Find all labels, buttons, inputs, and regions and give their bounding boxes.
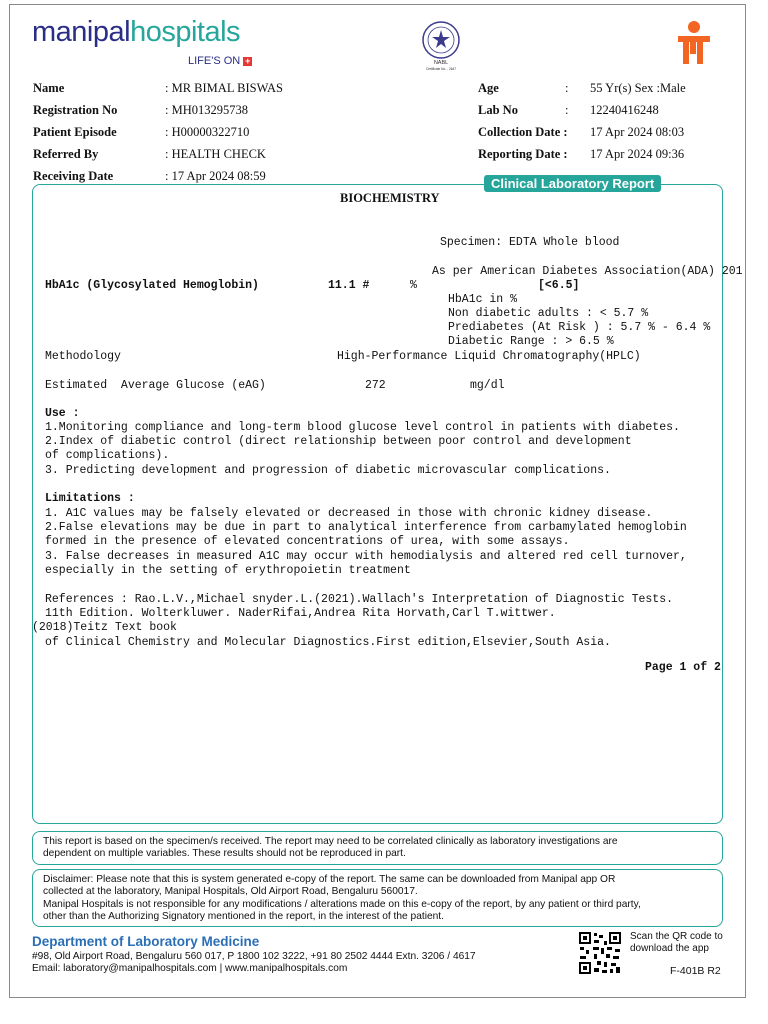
note-text: This report is based on the specimen/s received. The report may need to be correlated clinically as laboratory investigations are dependent on multiple variables. These results should not be reproduced in part. xyxy=(43,836,618,860)
report-badge: Clinical Laboratory Report xyxy=(484,175,661,192)
test-name: HbA1c (Glycosylated Hemoglobin) xyxy=(45,279,259,292)
test-result-value: 11.1 # xyxy=(328,279,370,292)
form-code: F-401B R2 xyxy=(670,965,721,977)
registration-label: Registration No xyxy=(33,103,118,117)
references-line: References : Rao.L.V.,Michael snyder.L.(2021).Wallach's Interpretation of Diagnostic Tests. xyxy=(45,593,674,606)
tagline: LIFE'S ON + xyxy=(188,55,251,67)
use-line: 1.Monitoring compliance and long-term blood glucose level control in patients with diabetes. xyxy=(45,421,680,434)
collection-date-value: 17 Apr 2024 08:03 xyxy=(590,125,685,139)
specimen-text: Specimen: EDTA Whole blood xyxy=(440,236,620,249)
lab-no-value: 12240416248 xyxy=(590,103,659,117)
registration-value: : MH013295738 xyxy=(165,103,249,117)
reference-line: Diabetic Range : > 6.5 % xyxy=(448,335,614,348)
eag-label: Estimated Average Glucose (eAG) xyxy=(45,379,266,392)
reporting-date-label: Reporting Date : xyxy=(478,147,568,161)
age-label: Age xyxy=(478,81,499,95)
limitation-line: especially in the setting of erythropoietin treatment xyxy=(45,564,411,577)
episode-label: Patient Episode xyxy=(33,125,117,139)
plus-icon: + xyxy=(245,55,251,66)
age-colon: : xyxy=(565,81,569,95)
referred-value: : HEALTH CHECK xyxy=(165,147,266,161)
name-value: : MR BIMAL BISWAS xyxy=(165,81,283,95)
svg-text:Certificate No. - 2647: Certificate No. - 2647 xyxy=(425,67,457,71)
manipal-brand-mark-icon xyxy=(676,20,712,68)
reference-line: Non diabetic adults : < 5.7 % xyxy=(448,307,649,320)
reference-line: Prediabetes (At Risk ) : 5.7 % - 6.4 % xyxy=(448,321,711,334)
references-line: (2018)Teitz Text book xyxy=(32,621,177,634)
receiving-label: Receiving Date xyxy=(33,169,114,183)
limitation-line: formed in the presence of elevated concentrations of urea, with some assays. xyxy=(45,535,570,548)
use-line: 2.Index of diabetic control (direct relationship between poor control and development xyxy=(45,435,632,448)
manipal-logo: manipalhospitals xyxy=(32,16,241,48)
name-label: Name xyxy=(33,81,65,95)
svg-text:NABL: NABL xyxy=(433,60,449,66)
use-line: of complications). xyxy=(45,449,170,462)
references-line: of Clinical Chemistry and Molecular Diagnostics.First edition,Elsevier,South Asia. xyxy=(45,636,611,649)
use-title: Use : xyxy=(45,407,80,420)
lab-no-colon: : xyxy=(565,103,569,117)
collection-date-label: Collection Date : xyxy=(478,125,568,139)
lab-no-label: Lab No xyxy=(478,103,518,117)
use-line: 3. Predicting development and progression of diabetic microvascular complications. xyxy=(45,464,611,477)
ada-reference-line: As per American Diabetes Association(ADA) 201 xyxy=(432,265,743,278)
age-value: 55 Yr(s) Sex :Male xyxy=(590,81,686,95)
limitations-title: Limitations : xyxy=(45,492,135,505)
references-line: 11th Edition. Wolterkluwer. NaderRifai,Andrea Rita Horvath,Carl T.wittwer. xyxy=(45,607,556,620)
methodology-value: High-Performance Liquid Chromatography(HPLC) xyxy=(337,350,641,363)
page-indicator: Page 1 of 2 xyxy=(645,661,721,674)
limitation-line: 2.False elevations may be due in part to analytical interference from carbamylated hemoglobin xyxy=(45,521,687,534)
department-address: #98, Old Airport Road, Bengaluru 560 017, P 1800 102 3222, +91 80 2502 4444 Extn. 3206 / 4617 Email: laboratory@manipalhospitals.com | www.manipalhospitals.com xyxy=(32,951,476,975)
disclaimer-text: Disclaimer: Please note that this is system generated e-copy of the report. The same can be downloaded from Manipal app OR collected at the laboratory, Manipal Hospitals, Old Airport Road, Bengaluru 560017. Manipal Hospitals is not responsible for any modifications / alterations made on this e-copy of the report, by any patient or third party, other than the Authorizing Signatory mentioned in the report, in the interest of the patient. xyxy=(43,874,641,922)
nabl-seal-icon xyxy=(418,20,464,72)
eag-value: 272 xyxy=(365,379,386,392)
reference-line: HbA1c in % xyxy=(448,293,518,306)
referred-label: Referred By xyxy=(33,147,99,161)
methodology-label: Methodology xyxy=(45,350,121,363)
test-reference-range: [<6.5] xyxy=(538,279,580,292)
episode-value: : H00000322710 xyxy=(165,125,250,139)
test-unit: % xyxy=(410,279,417,292)
limitation-line: 1. A1C values may be falsely elevated or decreased in those with chronic kidney disease. xyxy=(45,507,653,520)
limitation-line: 3. False decreases in measured A1C may occur with hemodialysis and altered red cell turnover, xyxy=(45,550,687,563)
qr-caption: Scan the QR code to download the app xyxy=(630,931,723,954)
department-title: Department of Laboratory Medicine xyxy=(32,934,260,949)
reporting-date-value: 17 Apr 2024 09:36 xyxy=(590,147,685,161)
receiving-value: : 17 Apr 2024 08:59 xyxy=(165,169,266,183)
eag-unit: mg/dl xyxy=(470,379,505,392)
qr-code-icon[interactable] xyxy=(578,931,622,975)
section-title: BIOCHEMISTRY xyxy=(340,191,440,205)
